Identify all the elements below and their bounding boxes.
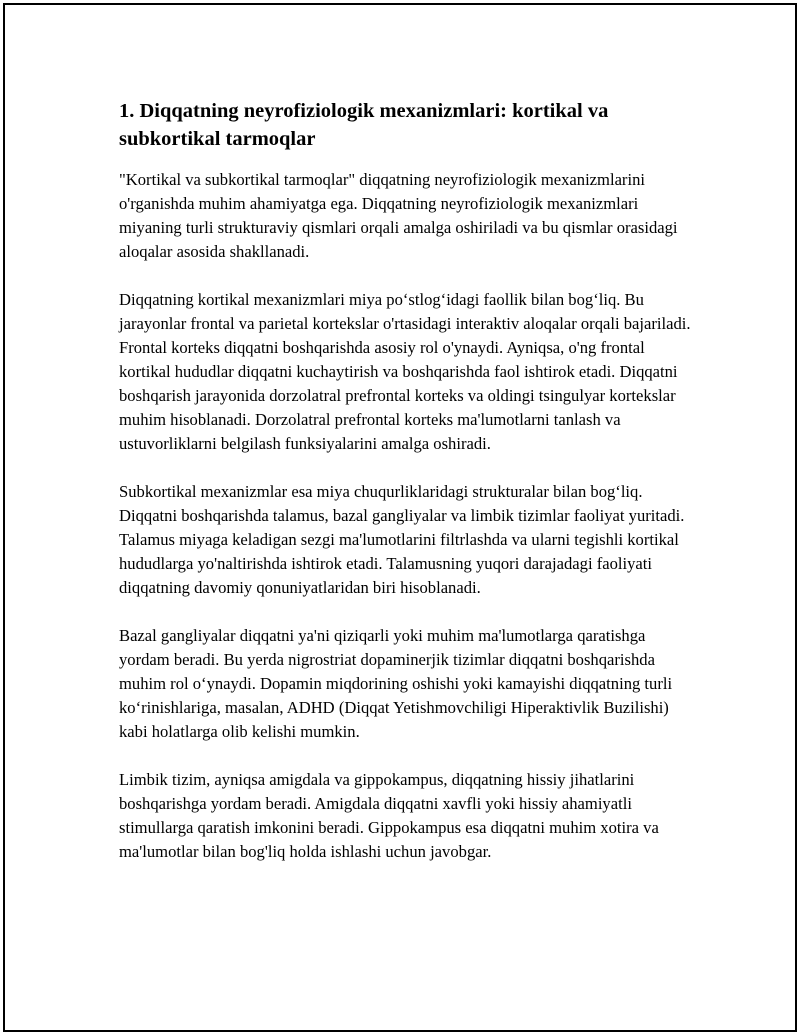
paragraph-subcortical: Subkortikal mexanizmlar esa miya chuqurliklaridagi strukturalar bilan bog‘liq. Diqqatni boshqarishda talamus, bazal gangliyalar va limbik tizimlar faoliyat yuritadi. Talamus miyaga keladigan sezgi ma'lumotlarini filtrlashda va ularni tegishli kortikal hududlarga yo'naltirishda ishtirok etadi. Talamusning yuqori darajadagi faoliyati diqqatning davomiy qonuniyatlaridan biri hisoblanadi.	[119, 482, 685, 597]
document-body	[119, 97, 699, 888]
document-page	[3, 3, 797, 1032]
paragraph-cortical: Diqqatning kortikal mexanizmlari miya po‘stlog‘idagi faollik bilan bog‘liq. Bu jarayonlar frontal va parietal kortekslar o'rtasidagi interaktiv aloqalar orqali bajariladi. Frontal korteks diqqatni boshqarishda asosiy rol o'ynaydi. Ayniqsa, o'ng frontal kortikal hududlar diqqatni kuchaytirish va boshqarishda faol ishtirok etadi. Diqqatni boshqarish jarayonida dorzolatral prefrontal korteks va oldingi tsingulyar kortekslar muhim hisoblanadi. Dorzolatral prefrontal korteks ma'lumotlarni tanlash va ustuvorliklarni belgilash funksiyalarini amalga oshiradi.	[119, 290, 691, 453]
paragraph-limbic: Limbik tizim, ayniqsa amigdala va gippokampus, diqqatning hissiy jihatlarini boshqarishga yordam beradi. Amigdala diqqatni xavfli yoki hissiy ahamiyatli stimullarga qaratish imkonini beradi. Gippokampus esa diqqatni muhim xotira va ma'lumotlar bilan bog'liq holda ishlashi uchun javobgar.	[119, 770, 659, 861]
section-heading: 1. Diqqatning neyrofiziologik mexanizmlari: kortikal va subkortikal tarmoqlar	[119, 100, 609, 150]
paragraph-basal-ganglia: Bazal gangliyalar diqqatni ya'ni qiziqarli yoki muhim ma'lumotlarga qaratishga yordam beradi. Bu yerda nigrostriat dopaminerjik tizimlar diqqatni boshqarishda muhim rol o‘ynaydi. Dopamin miqdorining oshishi yoki kamayishi diqqatning turli ko‘rinishlariga, masalan, ADHD (Diqqat Yetishmovchiligi Hiperaktivlik Buzilishi) kabi holatlarga olib kelishi mumkin.	[119, 626, 673, 741]
paragraph-intro: "Kortikal va subkortikal tarmoqlar" diqqatning neyrofiziologik mexanizmlarini o'rganishda muhim ahamiyatga ega. Diqqatning neyrofiziologik mexanizmlari miyaning turli strukturaviy qismlari orqali amalga oshiriladi va bu qismlar orasidagi aloqalar asosida shakllanadi.	[119, 170, 678, 261]
